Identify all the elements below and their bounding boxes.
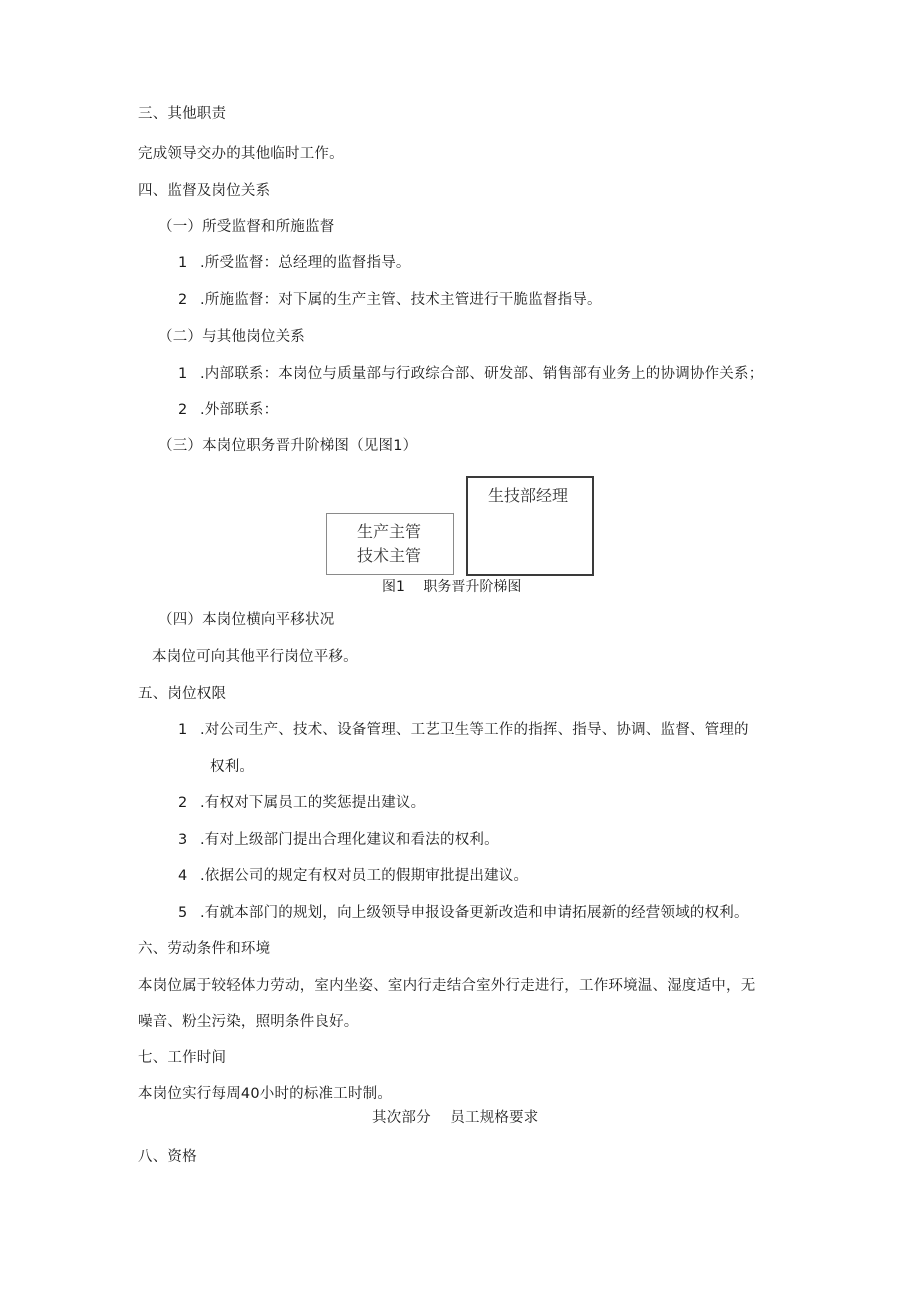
list-item	[178, 400, 278, 420]
item-text: .内部联系：本岗位与质量部与行政综合部、研发部、销售部有业务上的协调协作关系；	[200, 366, 764, 382]
item-text: .对公司生产、技术、设备管理、工艺卫生等工作的指挥、指导、协调、监督、管理的	[200, 722, 749, 738]
item-text: .有权对下属员工的奖惩提出建议。	[200, 795, 426, 811]
section-7-heading: 七、工作时间	[138, 1050, 227, 1066]
section-5-heading: 五、岗位权限	[138, 686, 227, 702]
section-6-text-line-1: 本岗位属于较轻体力劳动，室内坐姿、室内行走结合室外行走进行，工作环境温、湿度适中，无	[138, 978, 756, 994]
part-2-title: 其次部分 员工规格要求	[372, 1110, 539, 1126]
item-text: .所施监督：对下属的生产主管、技术主管进行干脆监督指导。	[200, 292, 602, 308]
list-item	[178, 720, 749, 740]
subsection-4-title: （四）本岗位横向平移状况	[158, 612, 335, 628]
item-number: 5	[178, 905, 188, 921]
section-3-heading: 三、其他职责	[138, 106, 227, 122]
section-6-text-line-2: 噪音、粉尘污染，照明条件良好。	[138, 1014, 359, 1030]
item-number: 1	[178, 722, 188, 738]
section-6-heading: 六、劳动条件和环境	[138, 941, 271, 957]
item-text: .外部联系：	[200, 402, 279, 418]
list-item	[178, 793, 425, 813]
section-7-text: 本岗位实行每周40小时的标准工时制。	[138, 1086, 393, 1102]
item-number: 3	[178, 832, 188, 848]
subsection-4-text: 本岗位可向其他平行岗位平移。	[152, 649, 358, 665]
item-text: .有就本部门的规划，向上级领导申报设备更新改造和申请拓展新的经营领域的权利。	[200, 905, 749, 921]
list-item	[178, 290, 602, 310]
item-number: 4	[178, 868, 188, 884]
high-box-label: 生技部经理	[488, 486, 569, 505]
item-continuation: 权利。	[210, 759, 255, 775]
subsection-1-title: （一）所受监督和所施监督	[158, 219, 335, 235]
item-number: 2	[178, 292, 188, 308]
list-item	[178, 830, 499, 850]
item-number: 1	[178, 255, 188, 271]
list-item	[178, 903, 749, 923]
item-text: .有对上级部门提出合理化建议和看法的权利。	[200, 832, 499, 848]
item-number: 2	[178, 402, 188, 418]
item-text: .所受监督：总经理的监督指导。	[200, 255, 411, 271]
list-item	[178, 253, 411, 273]
section-8-heading: 八、资格	[138, 1149, 197, 1165]
list-item	[178, 866, 528, 886]
subsection-2-title: （二）与其他岗位关系	[158, 329, 305, 345]
list-item	[178, 364, 763, 384]
low-box-label-2: 技术主管	[357, 546, 422, 565]
item-text: .依据公司的规定有权对员工的假期审批提出建议。	[200, 868, 529, 884]
section-4-heading: 四、监督及岗位关系	[138, 183, 271, 199]
item-number: 2	[178, 795, 188, 811]
figure-caption: 图1 职务晋升阶梯图	[382, 579, 522, 595]
section-3-text: 完成领导交办的其他临时工作。	[138, 146, 344, 162]
low-box-label-1: 生产主管	[357, 522, 422, 541]
subsection-3-title: （三）本岗位职务晋升阶梯图（见图1）	[158, 438, 418, 454]
item-number: 1	[178, 366, 188, 382]
